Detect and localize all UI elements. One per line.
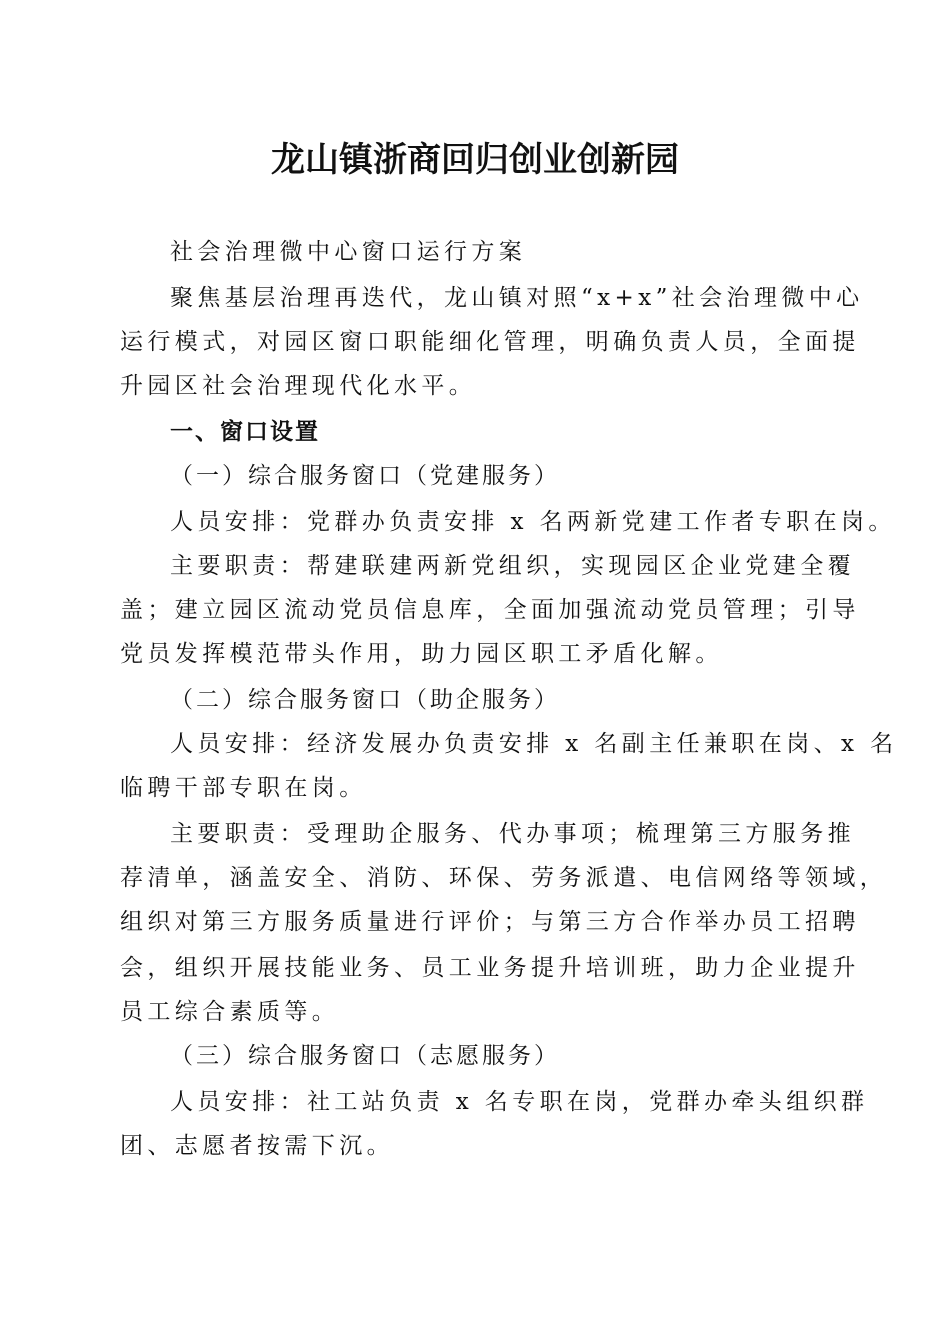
paragraph-line: 聚焦基层治理再迭代，龙山镇对照“x+x”社会治理微中心 [170, 285, 864, 311]
subtitle-line: 社会治理微中心窗口运行方案 [170, 239, 527, 265]
subsection-heading: （二）综合服务窗口（助企服务） [170, 687, 560, 713]
paragraph-line: 荐清单，涵盖安全、消防、环保、劳务派遣、电信网络等领域， [120, 865, 888, 891]
paragraph-line: 运行模式，对园区窗口职能细化管理，明确负责人员，全面提 [120, 329, 860, 355]
paragraph-line: 会，组织开展技能业务、员工业务提升培训班，助力企业提升 [120, 955, 860, 981]
paragraph-line: 团、志愿者按需下沉。 [120, 1133, 394, 1159]
section-heading: 一、窗口设置 [170, 419, 320, 445]
paragraph-line: 人员安排：社工站负责 x 名专职在岗，党群办牵头组织群 [170, 1089, 869, 1115]
paragraph-line: 主要职责：受理助企服务、代办事项；梳理第三方服务推 [170, 821, 855, 847]
paragraph-line: 临聘干部专职在岗。 [120, 775, 367, 801]
subsection-heading: （一）综合服务窗口（党建服务） [170, 463, 560, 489]
paragraph-line: 人员安排：经济发展办负责安排 x 名副主任兼职在岗、x 名 [170, 731, 898, 757]
paragraph-line: 主要职责：帮建联建两新党组织，实现园区企业党建全覆 [170, 553, 855, 579]
paragraph-line: 组织对第三方服务质量进行评价；与第三方合作举办员工招聘 [120, 909, 860, 935]
subsection-heading: （三）综合服务窗口（志愿服务） [170, 1043, 560, 1069]
paragraph-line: 升园区社会治理现代化水平。 [120, 373, 477, 399]
paragraph-line: 员工综合素质等。 [120, 999, 340, 1025]
paragraph-line: 人员安排：党群办负责安排 x 名两新党建工作者专职在岗。 [170, 509, 896, 535]
paragraph-line: 党员发挥模范带头作用，助力园区职工矛盾化解。 [120, 641, 723, 667]
document-title: 龙山镇浙商回归创业创新园 [271, 140, 679, 180]
paragraph-line: 盖；建立园区流动党员信息库，全面加强流动党员管理；引导 [120, 597, 860, 623]
